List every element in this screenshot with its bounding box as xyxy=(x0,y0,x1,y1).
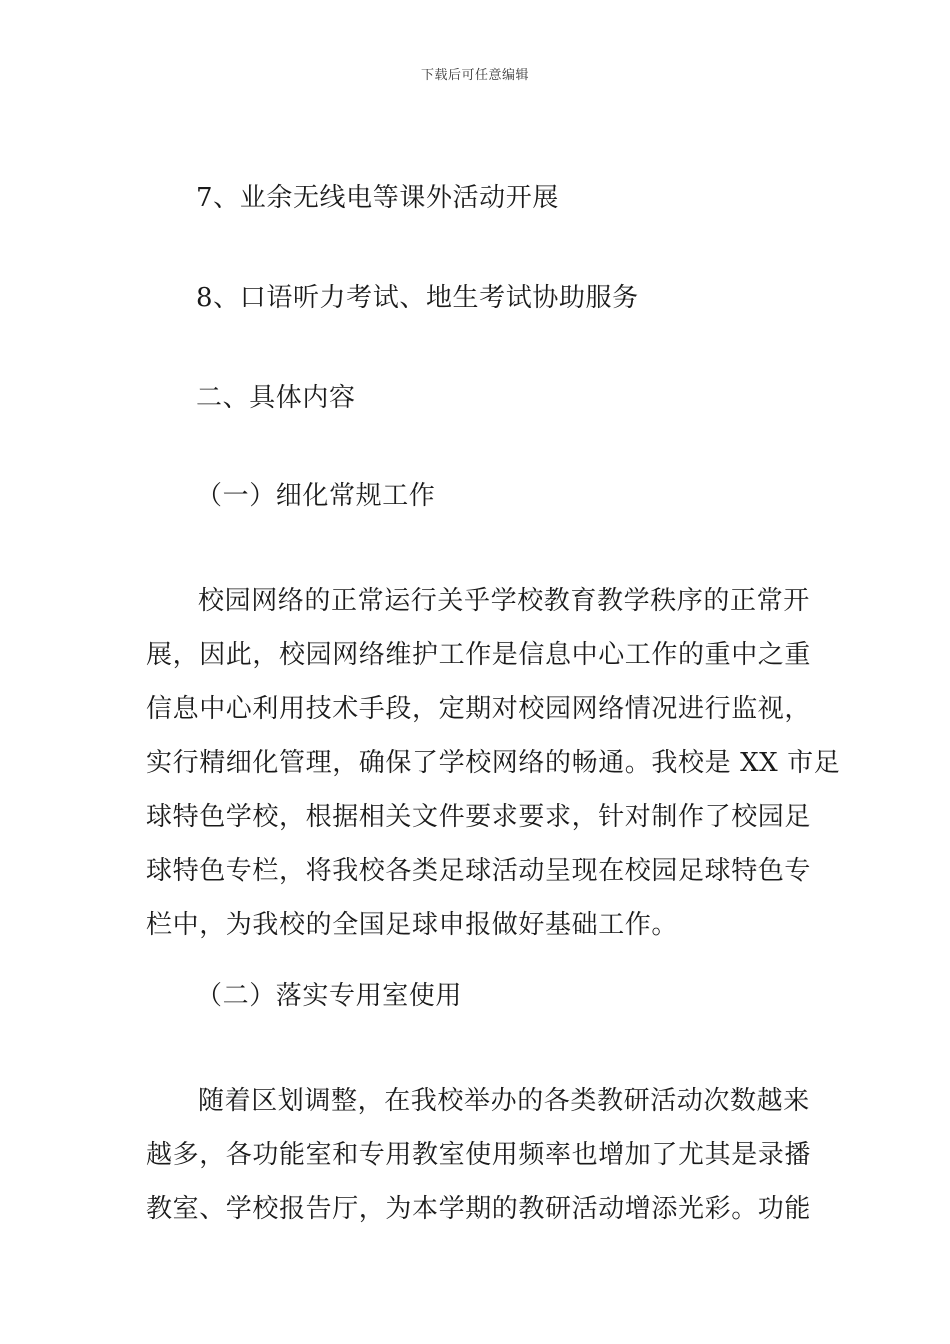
list-item-8: 8、口语听力考试、地生考试协助服务 xyxy=(196,283,639,313)
paragraph-line: 信息中心利用技术手段，定期对校园网络情况进行监视， xyxy=(146,694,812,724)
list-item-7: 7、业余无线电等课外活动开展 xyxy=(196,183,559,213)
paragraph-line: 教室、学校报告厅，为本学期的教研活动增添光彩。功能 xyxy=(146,1194,812,1224)
subsection-heading-1: （一）细化常规工作 xyxy=(196,481,436,511)
paragraph-line: 越多，各功能室和专用教室使用频率也增加了尤其是录播 xyxy=(146,1140,812,1170)
subsection-heading-2: （二）落实专用室使用 xyxy=(196,981,463,1011)
paragraph-line: 球特色学校，根据相关文件要求要求，针对制作了校园足 xyxy=(146,802,812,832)
paragraph-line: 展，因此，校园网络维护工作是信息中心工作的重中之重 xyxy=(146,640,812,670)
header-note: 下载后可任意编辑 xyxy=(420,68,529,83)
paragraph-network xyxy=(146,574,841,952)
paragraph-line: 实行精细化管理，确保了学校网络的畅通。我校是 XX 市足 xyxy=(146,748,841,778)
paragraph-line: 随着区划调整，在我校举办的各类教研活动次数越来 xyxy=(198,1086,810,1116)
section-heading: 二、具体内容 xyxy=(196,383,356,413)
paragraph-rooms xyxy=(146,1074,810,1236)
paragraph-line: 球特色专栏，将我校各类足球活动呈现在校园足球特色专 xyxy=(146,856,812,886)
paragraph-line: 栏中，为我校的全国足球申报做好基础工作。 xyxy=(146,910,679,940)
paragraph-line: 校园网络的正常运行关乎学校教育教学秩序的正常开 xyxy=(198,586,810,616)
